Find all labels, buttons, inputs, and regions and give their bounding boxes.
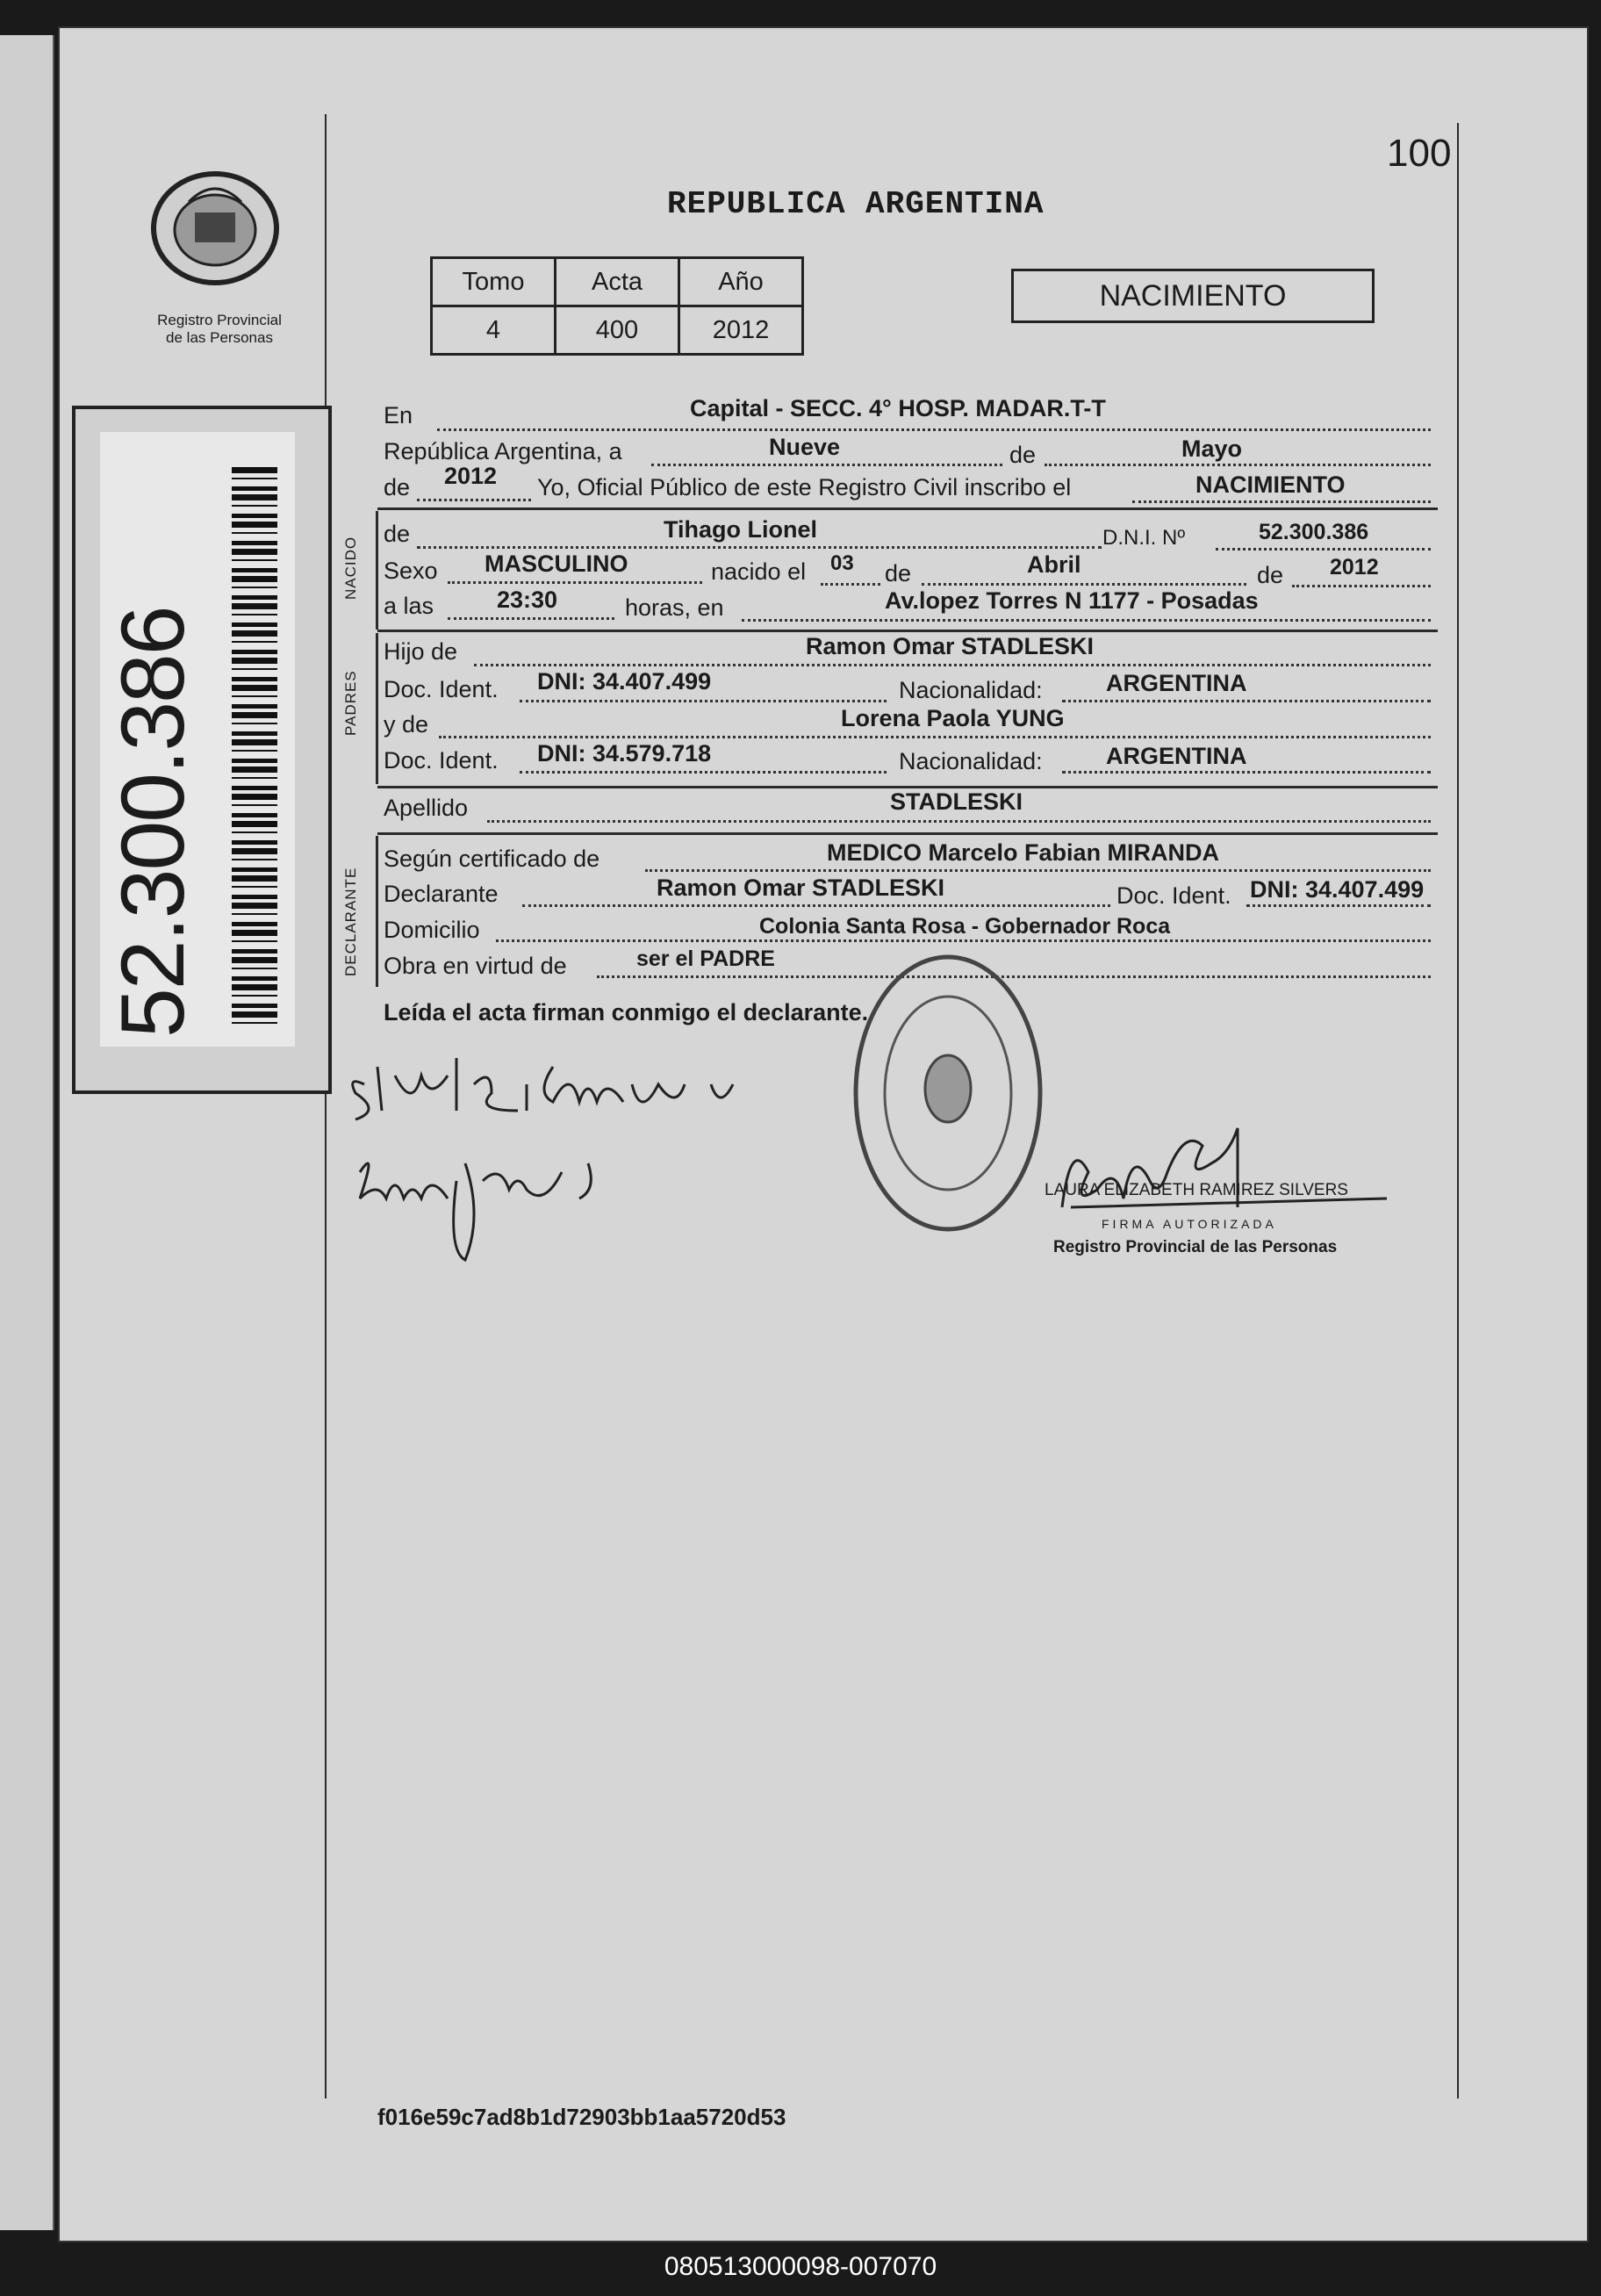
dotline-madre-doc [520, 771, 887, 774]
label-de-nombre: de [384, 521, 411, 547]
ref-table [430, 256, 804, 356]
sidebar-line-padres [376, 633, 378, 784]
section-label-padres: PADRES [342, 670, 359, 736]
label-de-mes: de [885, 560, 912, 587]
label-republica: República Argentina, a [384, 438, 622, 464]
dotline-hora [448, 617, 614, 620]
label-nacionalidad-2: Nacionalidad: [899, 748, 1043, 774]
dotline-acto [1132, 500, 1431, 503]
label-de: de [1009, 442, 1037, 468]
value-nombre: Tihago Lionel [664, 516, 817, 543]
province-seal-logo [140, 167, 290, 290]
value-anio-inscripcion: 2012 [444, 463, 498, 489]
document-hash: f016e59c7ad8b1d72903bb1aa5720d53 [377, 2104, 786, 2130]
value-certificado: MEDICO Marcelo Fabian MIRANDA [827, 839, 1220, 866]
value-declarante-doc: DNI: 34.407.499 [1250, 876, 1425, 903]
value-mes-inscripcion: Mayo [1181, 435, 1243, 462]
divider-padres [377, 630, 1438, 632]
label-a-las: a las [384, 593, 434, 619]
label-y-de: y de [384, 711, 429, 738]
dotline-declarante-doc [1246, 904, 1431, 907]
official-signature [1036, 1111, 1404, 1225]
sidebar-line-nacido [376, 511, 378, 630]
registry-caption-line2: de las Personas [166, 329, 273, 346]
dotline-sexo [448, 581, 702, 584]
section-label-declarante: DECLARANTE [342, 867, 359, 976]
ref-header-acta: Acta [556, 258, 679, 306]
label-en: En [384, 402, 413, 428]
registry-caption-line1: Registro Provincial [157, 312, 282, 328]
label-nacionalidad-1: Nacionalidad: [899, 677, 1043, 703]
book-spine [0, 35, 54, 2230]
label-doc-ident-2: Doc. Ident. [384, 747, 499, 774]
dotline-padre-nac [1062, 700, 1431, 702]
ref-header-anio: Año [679, 258, 803, 306]
barcode-panel [72, 406, 332, 1094]
value-obra: ser el PADRE [636, 946, 775, 971]
dotline-dia [651, 464, 1002, 466]
label-obra: Obra en virtud de [384, 953, 567, 979]
page-number: 100 [1387, 132, 1452, 175]
dotline-lugar-nac [742, 619, 1431, 622]
value-dni: 52.300.386 [1259, 520, 1369, 544]
right-margin-line [1457, 123, 1459, 2098]
document-title: REPUBLICA ARGENTINA [667, 186, 1045, 222]
value-mes-nac: Abril [1027, 551, 1081, 578]
dotline-mes [1045, 464, 1431, 466]
section-label-nacido: NACIDO [342, 536, 359, 600]
value-sexo: MASCULINO [485, 551, 628, 577]
value-anio-nac: 2012 [1330, 555, 1379, 579]
dotline-declarante [522, 904, 1110, 907]
value-padre-doc: DNI: 34.407.499 [537, 668, 712, 695]
dotline-dni [1216, 548, 1431, 551]
closing-statement: Leída el acta firman conmigo el declarante. [384, 999, 869, 1026]
ref-value-acta: 400 [556, 306, 679, 355]
registry-caption [114, 312, 325, 347]
dotline-domicilio [496, 939, 1431, 942]
label-hijo-de: Hijo de [384, 638, 458, 665]
label-apellido: Apellido [384, 795, 469, 821]
value-declarante: Ramon Omar STADLESKI [657, 874, 945, 901]
label-sexo: Sexo [384, 558, 438, 584]
official-office: Registro Provincial de las Personas [1053, 1238, 1338, 1256]
footer-id: 080513000098-007070 [664, 2252, 937, 2281]
dotline-padre [474, 664, 1431, 666]
official-name: LAURA ELIZABETH RAMIREZ SILVERS [1045, 1181, 1348, 1199]
value-padre: Ramon Omar STADLESKI [806, 633, 1095, 659]
value-domicilio: Colonia Santa Rosa - Gobernador Roca [759, 914, 1171, 939]
ref-header-tomo: Tomo [432, 258, 556, 306]
value-madre-nac: ARGENTINA [1106, 743, 1247, 769]
label-declarante: Declarante [384, 881, 499, 907]
label-segun: Según certificado de [384, 846, 600, 872]
value-madre: Lorena Paola YUNG [841, 705, 1065, 731]
ref-value-tomo: 4 [432, 306, 556, 355]
label-doc-ident-3: Doc. Ident. [1116, 882, 1231, 909]
declarant-signature [342, 1049, 799, 1278]
value-lugar-nac: Av.lopez Torres N 1177 - Posadas [885, 587, 1259, 614]
divider-nacido [377, 507, 1438, 510]
value-madre-doc: DNI: 34.579.718 [537, 740, 712, 767]
dotline-nombre [417, 546, 1102, 549]
dotline-certificado [645, 869, 1431, 872]
dotline-en [437, 428, 1431, 431]
dotline-madre [439, 736, 1431, 738]
divider-declarante [377, 832, 1438, 835]
ref-value-anio: 2012 [679, 306, 803, 355]
label-nacido-el: nacido el [711, 558, 807, 585]
value-apellido: STADLESKI [890, 788, 1023, 815]
barcode-number: 52.300.386 [103, 607, 203, 1038]
label-doc-ident-1: Doc. Ident. [384, 676, 499, 702]
dotline-anio-nac [1292, 585, 1431, 587]
dotline-mes-nac [922, 583, 1246, 586]
value-dia-letras: Nueve [769, 434, 841, 460]
dotline-anio [417, 499, 531, 501]
label-horas-en: horas, en [625, 594, 724, 621]
value-lugar: Capital - SECC. 4° HOSP. MADAR.T-T [690, 395, 1106, 421]
value-padre-nac: ARGENTINA [1106, 670, 1247, 696]
barcode-bars [232, 467, 277, 1029]
dotline-padre-doc [520, 700, 887, 702]
dotline-dia-nac [821, 583, 880, 586]
label-domicilio: Domicilio [384, 917, 480, 943]
dotline-apellido [487, 820, 1431, 823]
record-type-box: NACIMIENTO [1011, 269, 1375, 323]
official-stamp [847, 944, 1049, 1242]
value-hora: 23:30 [497, 587, 558, 613]
value-acto: NACIMIENTO [1195, 471, 1346, 498]
label-de-anio: de [1257, 562, 1284, 588]
value-dia-nac: 03 [830, 551, 854, 575]
official-role: FIRMA AUTORIZADA [1102, 1217, 1277, 1231]
label-yo: Yo, Oficial Público de este Registro Civil inscribo el [537, 474, 1072, 500]
dotline-madre-nac [1062, 771, 1431, 774]
label-de2: de [384, 474, 411, 500]
label-dni: D.N.I. Nº [1102, 526, 1186, 550]
sidebar-line-declarante [376, 836, 378, 987]
